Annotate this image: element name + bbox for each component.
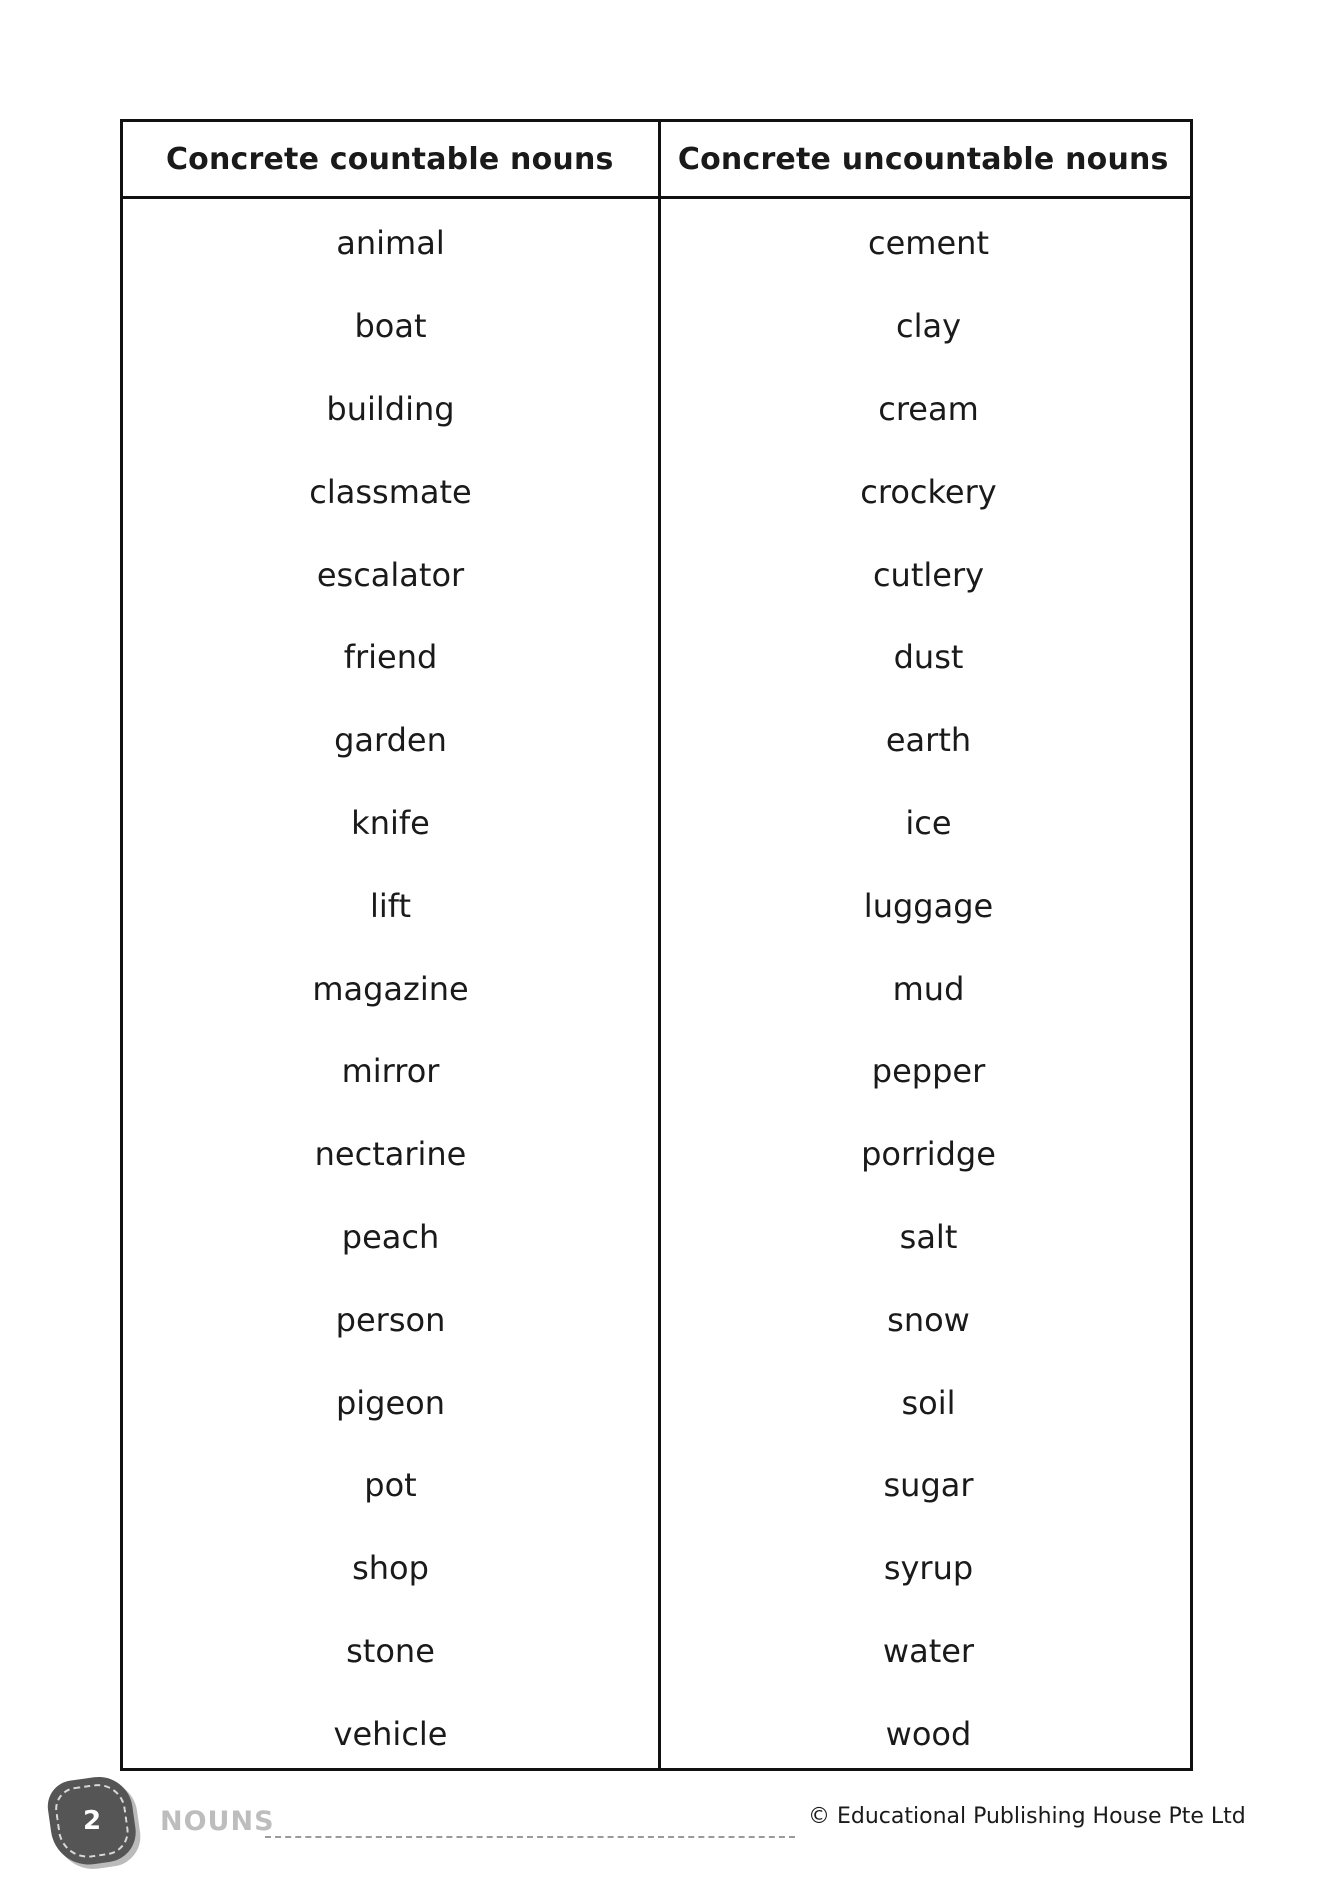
- uncountable-word: clay: [895, 307, 962, 346]
- countable-word: pot: [364, 1466, 417, 1505]
- uncountable-word: cream: [878, 389, 979, 428]
- noun-table: [120, 119, 1193, 1771]
- countable-word: animal: [336, 224, 445, 263]
- copyright-notice: © Educational Publishing House Pte Ltd: [808, 1804, 1246, 1829]
- countable-word: classmate: [309, 472, 472, 511]
- uncountable-word: wood: [885, 1714, 972, 1753]
- countable-word: magazine: [312, 969, 469, 1008]
- countable-word: vehicle: [333, 1714, 448, 1753]
- uncountable-word: cutlery: [872, 555, 985, 594]
- uncountable-word: mud: [892, 969, 965, 1008]
- countable-word: building: [326, 389, 455, 428]
- uncountable-word: syrup: [883, 1549, 974, 1588]
- uncountable-word: water: [882, 1631, 975, 1670]
- countable-word: pigeon: [335, 1383, 446, 1422]
- uncountable-word: snow: [887, 1300, 970, 1339]
- page-footer: [0, 1760, 1339, 1890]
- countable-column: [123, 202, 658, 1775]
- countable-word: shop: [352, 1549, 429, 1588]
- countable-word: mirror: [341, 1052, 440, 1091]
- countable-word: knife: [351, 803, 430, 842]
- countable-word: lift: [369, 886, 412, 925]
- countable-word: nectarine: [314, 1135, 467, 1174]
- header-countable: Concrete countable nouns: [165, 141, 614, 177]
- uncountable-word: pepper: [871, 1052, 986, 1091]
- uncountable-word: porridge: [861, 1135, 996, 1174]
- countable-word: peach: [341, 1217, 440, 1256]
- section-label: NOUNS: [160, 1806, 275, 1837]
- countable-word: boat: [354, 307, 427, 346]
- uncountable-word: salt: [899, 1217, 958, 1256]
- countable-word: garden: [334, 721, 447, 760]
- countable-word: friend: [343, 638, 438, 677]
- countable-word: person: [335, 1300, 446, 1339]
- uncountable-word: soil: [901, 1383, 956, 1422]
- uncountable-word: crockery: [860, 472, 997, 511]
- footer-dashed-rule: [265, 1836, 795, 1838]
- table-header-row: [123, 122, 1190, 199]
- uncountable-word: sugar: [883, 1466, 974, 1505]
- header-uncountable: Concrete uncountable nouns: [677, 141, 1169, 177]
- page-number: 2: [82, 1806, 102, 1836]
- uncountable-column: [661, 202, 1196, 1775]
- uncountable-word: earth: [885, 721, 972, 760]
- uncountable-word: luggage: [863, 886, 994, 925]
- uncountable-word: dust: [893, 638, 964, 677]
- uncountable-word: ice: [905, 803, 952, 842]
- uncountable-word: cement: [868, 224, 989, 263]
- countable-word: stone: [346, 1631, 435, 1670]
- countable-word: escalator: [316, 555, 465, 594]
